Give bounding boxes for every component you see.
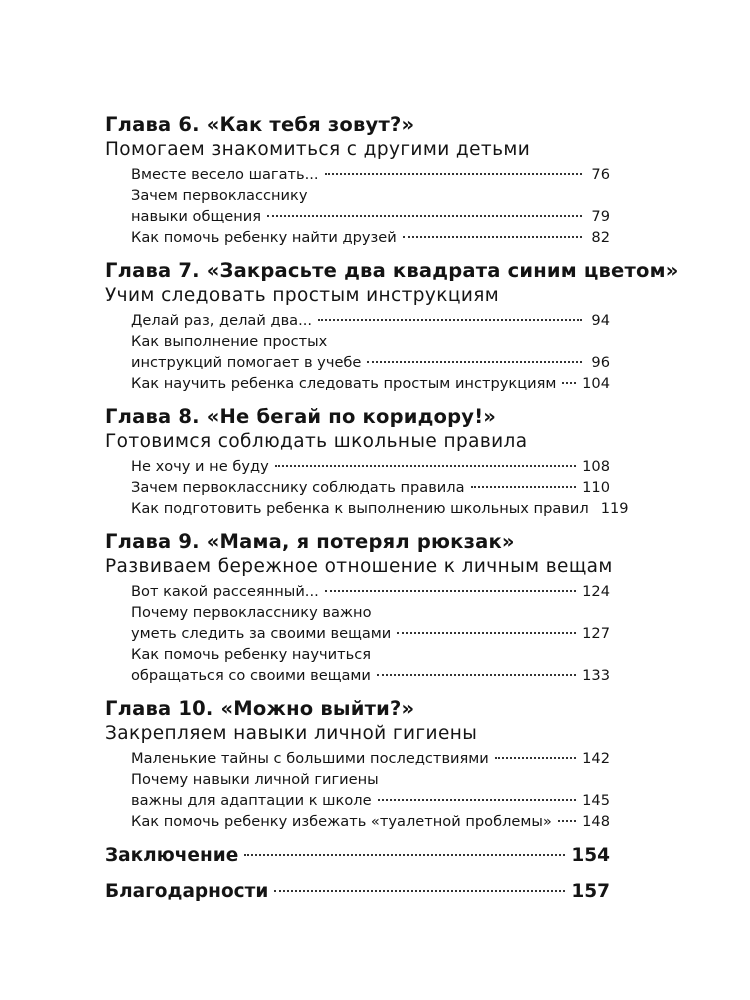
dot-leader [471, 486, 577, 488]
toc-entry[interactable] [131, 811, 610, 832]
page-number: 127 [582, 625, 610, 642]
dot-leader [325, 173, 582, 175]
entry-text: Делай раз, делай два... [131, 312, 313, 329]
dot-leader [244, 854, 565, 856]
page-number: 82 [591, 229, 610, 246]
entry-text: Заключение [105, 845, 239, 866]
entry-text-line1: Как выполнение простых [131, 333, 328, 350]
chapter-6 [105, 112, 610, 248]
entry-text-line1: Как помочь ребенку научиться [131, 646, 372, 663]
page-number: 110 [582, 479, 610, 496]
dot-leader [367, 361, 582, 363]
entry-text-line1: Почему первокласснику важно [131, 604, 372, 621]
entry-text: Как помочь ребенку избежать «туалетной проблемы» [131, 813, 552, 830]
page-number: 79 [591, 208, 610, 225]
entry-text: навыки общения [131, 208, 262, 225]
chapter-8 [105, 404, 629, 519]
toc-entry[interactable] [131, 185, 610, 227]
dot-leader [318, 319, 582, 321]
chapter-title: Глава 6. «Как тебя зовут?» [105, 113, 415, 136]
page-number: 108 [582, 458, 610, 475]
page-number: 94 [591, 312, 610, 329]
chapter-subtitle: Готовимся соблюдать школьные правила [105, 431, 528, 452]
page-number: 157 [571, 881, 610, 902]
page-number: 154 [571, 845, 610, 866]
toc-entry[interactable] [131, 769, 610, 811]
entry-text: важны для адаптации к школе [131, 792, 372, 809]
toc-entry[interactable] [131, 310, 610, 331]
entry-text: Как помочь ребенку найти друзей [131, 229, 397, 246]
entry-text: Вместе весело шагать... [131, 166, 319, 183]
chapter-7 [105, 258, 679, 394]
toc-entry[interactable] [131, 748, 610, 769]
dot-leader [274, 890, 565, 892]
page-number: 145 [582, 792, 610, 809]
dot-leader [562, 382, 576, 384]
toc-entry[interactable] [131, 164, 610, 185]
page-number: 104 [582, 375, 610, 392]
toc-entry[interactable] [131, 498, 629, 519]
entry-text: Вот какой рассеянный... [131, 583, 319, 600]
entry-text: уметь следить за своими вещами [131, 625, 392, 642]
toc-entry[interactable] [131, 456, 610, 477]
chapter-subtitle: Развиваем бережное отношение к личным вещам [105, 556, 613, 577]
page-number: 142 [582, 750, 610, 767]
toc-entry[interactable] [131, 644, 610, 686]
dot-leader [377, 674, 576, 676]
chapter-title: Глава 10. «Можно выйти?» [105, 697, 415, 720]
dot-leader [325, 590, 576, 592]
entry-text: обращаться со своими вещами [131, 667, 371, 684]
page-number: 148 [582, 813, 610, 830]
chapter-title: Глава 7. «Закрасьте два квадрата синим цветом» [105, 259, 679, 282]
dot-leader [403, 236, 582, 238]
toc-entry[interactable] [131, 227, 610, 248]
toc-entry[interactable] [131, 581, 610, 602]
page-number: 76 [591, 166, 610, 183]
dot-leader [275, 465, 576, 467]
entry-text: Маленькие тайны с большими последствиями [131, 750, 489, 767]
entry-text-line1: Почему навыки личной гигиены [131, 771, 379, 788]
entry-text-line1: Зачем первокласснику [131, 187, 308, 204]
table-of-contents [105, 112, 679, 906]
dot-leader [397, 632, 576, 634]
chapter-subtitle: Закрепляем навыки личной гигиены [105, 723, 478, 744]
chapter-10 [105, 696, 610, 832]
toc-entry[interactable] [131, 602, 610, 644]
toc-entry[interactable] [131, 477, 610, 498]
entry-text: Не хочу и не буду [131, 458, 269, 475]
chapter-subtitle: Учим следовать простым инструкциям [105, 285, 500, 306]
chapter-title: Глава 9. «Мама, я потерял рюкзак» [105, 530, 515, 553]
toc-entry[interactable] [131, 331, 610, 373]
dot-leader [495, 757, 576, 759]
page-number: 124 [582, 583, 610, 600]
dot-leader [267, 215, 582, 217]
page-number: 119 [600, 500, 629, 517]
page-number: 133 [582, 667, 610, 684]
dot-leader [558, 820, 576, 822]
page-number: 96 [591, 354, 610, 371]
entry-text: Благодарности [105, 881, 269, 902]
dot-leader [378, 799, 577, 801]
entry-text: инструкций помогает в учебе [131, 354, 362, 371]
entry-text: Зачем первокласснику соблюдать правила [131, 479, 465, 496]
chapter-title: Глава 8. «Не бегай по коридору!» [105, 405, 497, 428]
toc-entry[interactable] [131, 373, 610, 394]
entry-text: Как подготовить ребенка к выполнению школьных правил [131, 500, 589, 517]
toc-entry-acknowledgements[interactable] [105, 878, 610, 906]
chapter-9 [105, 529, 613, 686]
chapter-subtitle: Помогаем знакомиться с другими детьми [105, 139, 531, 160]
entry-text: Как научить ребенка следовать простым инструкциям [131, 375, 557, 392]
toc-entry-conclusion[interactable] [105, 842, 610, 870]
